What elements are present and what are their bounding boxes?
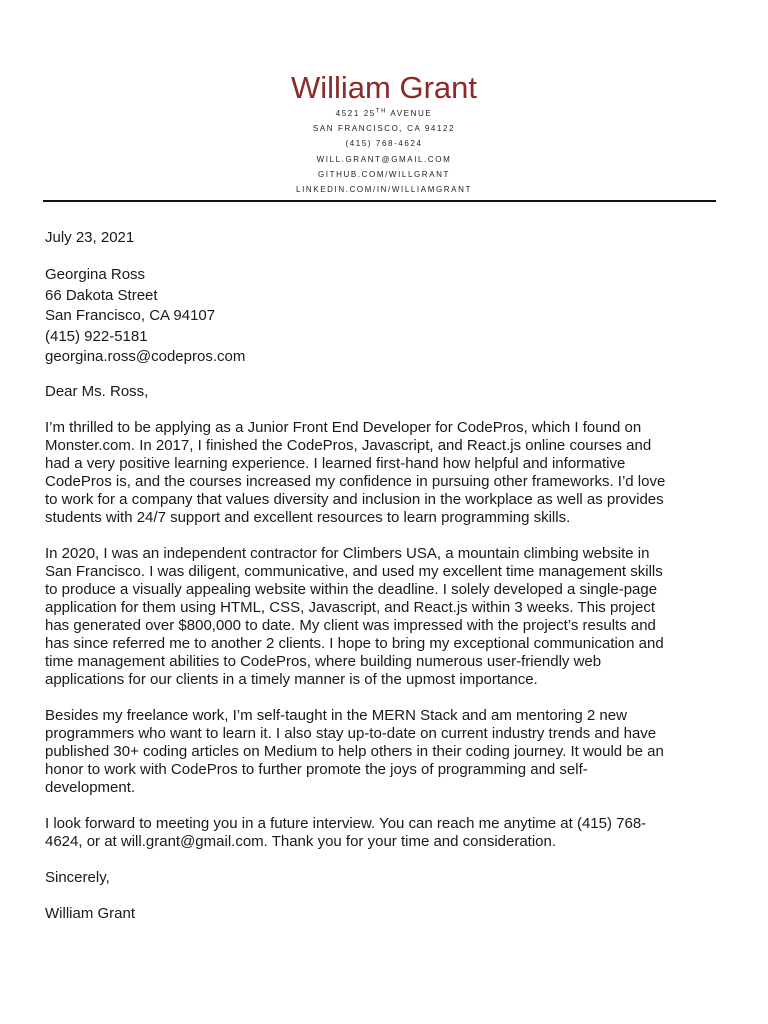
sender-address-line1 (0, 106, 768, 121)
body-paragraph-1: I’m thrilled to be applying as a Junior Front End Developer for CodePros, which I found on Monster.com. In 2017, I finished the CodePros, Javascript, and React.js online courses and had a very positive learning experience. I learned first-hand how helpful and informative CodePros is, and the courses increased my confidence in pursuing other frameworks. I’d love to work for a company that values diversity and inclusion in the workplace as well as provides students with 24/7 support and excellent resources to learn programming skills. (45, 418, 666, 526)
body-paragraph-4: I look forward to meeting you in a future interview. You can reach me anytime at (415) 768- 4624, or at will.grant@gmail.com. Thank you for your time and consideration. (45, 814, 647, 850)
sender-linkedin: LINKEDIN.COM/IN/WILLIAMGRANT (296, 185, 472, 195)
sender-phone: (415) 768-4624 (345, 139, 423, 149)
recipient-block (45, 265, 725, 368)
sender-address-street: AVENUE (387, 109, 433, 118)
sender-github: GITHUB.COM/WILLGRANT (317, 169, 450, 179)
sender-email: WILL.GRANT@GMAIL.COM (316, 154, 452, 164)
letterhead (0, 70, 768, 197)
sender-address-number: 4521 25 (335, 109, 376, 118)
recipient-name: Georgina Ross (45, 266, 146, 283)
closing: Sincerely, (45, 868, 110, 886)
body-paragraph-2: In 2020, I was an independent contractor for Climbers USA, a mountain climbing website in San Francisco. I was diligent, communicative, and used my excellent time management skills to produce a visually appealing website within the deadline. I solely developed a single-page application for them using HTML, CSS, Javascript, and React.js within 3 weeks. This project has generated over $800,000 to date. My client was impressed with the project’s results and has since referred me to another 2 clients. I hope to bring my exceptional communication and time management abilities to CodePros, where building numerous user-friendly web applications for our clients in a timely manner is of the upmost importance. (45, 544, 664, 688)
recipient-city: San Francisco, CA 94107 (45, 307, 216, 324)
signature-name: William Grant (45, 904, 136, 922)
sender-name: William Grant (290, 70, 477, 105)
body-paragraph-3: Besides my freelance work, I’m self-taught in the MERN Stack and am mentoring 2 new programmers who want to learn it. I also stay up-to-date on current industry trends and have published 30+ coding articles on Medium to help others in their coding journey. It would be an honor to work with CodePros to further promote the joys of programming and self- development. (45, 706, 664, 796)
sender-address-suffix: TH (375, 108, 388, 115)
recipient-phone: (415) 922-5181 (45, 327, 148, 345)
header-divider (43, 200, 716, 202)
recipient-email: georgina.ross@codepros.com (45, 348, 246, 365)
letter-date: July 23, 2021 (45, 229, 135, 246)
salutation: Dear Ms. Ross, (45, 382, 149, 400)
sender-address-line2: SAN FRANCISCO, CA 94122 (312, 124, 456, 134)
letter-body (45, 229, 725, 923)
recipient-street: 66 Dakota Street (45, 286, 158, 304)
